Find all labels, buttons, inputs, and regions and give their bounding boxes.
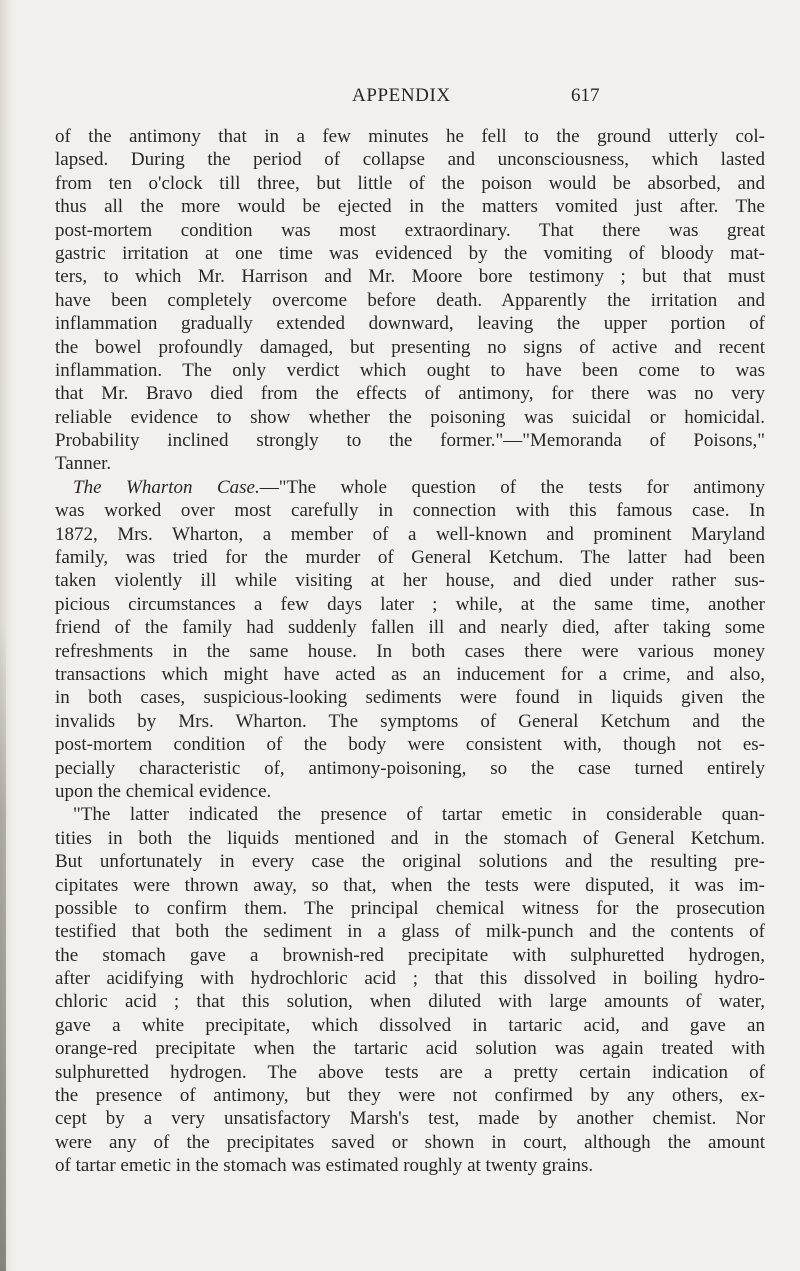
text-line: Tanner. — [55, 453, 112, 475]
text-line: transactions which might have acted as an inducement for a crime, and also, — [55, 663, 765, 685]
text-line: pecially characteristic of, antimony-poisoning, so the case turned entirely — [55, 757, 765, 779]
text-line: Probability inclined strongly to the former."—"Memoranda of Poisons," — [55, 430, 765, 452]
text-line: that Mr. Bravo died from the effects of antimony, for there was no very — [55, 383, 765, 405]
text-line: post-mortem condition of the body were consistent with, though not es- — [55, 734, 765, 756]
text-line: in both cases, suspicious-looking sediments were found in liquids given the — [55, 687, 765, 709]
text-line: post-mortem condition was most extraordinary. That there was great — [55, 219, 765, 241]
text-line: of tartar emetic in the stomach was estimated roughly at twenty grains. — [55, 1155, 594, 1177]
text-line: the stomach gave a brownish-red precipitate with sulphuretted hydrogen, — [55, 944, 765, 966]
text-line: 1872, Mrs. Wharton, a member of a well-known and prominent Maryland — [55, 523, 765, 545]
text-line: refreshments in the same house. In both cases there were various money — [55, 640, 765, 662]
text-line: family, was tried for the murder of General Ketchum. The latter had been — [55, 547, 765, 569]
text-line: the bowel profoundly damaged, but presenting no signs of active and recent — [55, 336, 765, 358]
text-line: orange-red precipitate when the tartaric acid solution was again treated with — [55, 1038, 765, 1060]
text-line: reliable evidence to show whether the poisoning was suicidal or homicidal. — [55, 406, 765, 428]
text-line: invalids by Mrs. Wharton. The symptoms of General Ketchum and the — [55, 710, 765, 732]
gutter-shadow — [0, 620, 6, 1271]
text-line: lapsed. During the period of collapse and unconsciousness, which lasted — [55, 149, 765, 171]
wharton-case-first-line — [55, 476, 765, 499]
text-line: "The latter indicated the presence of tartar emetic in considerable quan- — [73, 804, 765, 826]
text-line: of the antimony that in a few minutes he fell to the ground utterly col- — [55, 126, 765, 147]
text-line: sulphuretted hydrogen. The above tests are a pretty certain indication of — [55, 1061, 765, 1083]
text-line: from ten o'clock till three, but little of the poison would be absorbed, and — [55, 172, 765, 194]
text-line: ters, to which Mr. Harrison and Mr. Moore bore testimony ; but that must — [55, 266, 765, 288]
text-line: friend of the family had suddenly fallen ill and nearly died, after taking some — [55, 617, 765, 639]
text-line: was worked over most carefully in connection with this famous case. In — [55, 500, 765, 522]
text-line: the presence of antimony, but they were not confirmed by any others, ex- — [55, 1085, 765, 1107]
page-header — [0, 85, 800, 115]
body-text — [55, 125, 765, 1178]
text-line: cept by a very unsatisfactory Marsh's test, made by another chemist. Nor — [55, 1108, 765, 1130]
running-head: APPENDIX — [352, 85, 451, 106]
text-line: upon the chemical evidence. — [55, 780, 272, 802]
page-number: 617 — [571, 85, 600, 106]
text-line: tities in both the liquids mentioned and in the stomach of General Ketchum. — [55, 827, 765, 849]
text-line: cipitates were thrown away, so that, when the tests were disputed, it was im- — [55, 874, 765, 896]
text-line: chloric acid ; that this solution, when diluted with large amounts of water, — [55, 991, 765, 1013]
text-line: possible to confirm them. The principal chemical witness for the prosecution — [55, 897, 765, 919]
text-line: gastric irritation at one time was evidenced by the vomiting of bloody mat- — [55, 242, 765, 264]
text-line: picious circumstances a few days later ; while, at the same time, another — [55, 593, 765, 615]
text-line: gave a white precipitate, which dissolved in tartaric acid, and gave an — [55, 1014, 765, 1036]
text-line: have been completely overcome before death. Apparently the irritation and — [55, 289, 765, 311]
text-line: inflammation. The only verdict which ought to have been come to was — [55, 359, 765, 381]
text-line: after acidifying with hydrochloric acid ; that this dissolved in boiling hydro- — [55, 968, 765, 990]
wharton-case-heading: The Wharton Case. — [73, 476, 260, 498]
text-line: thus all the more would be ejected in the matters vomited just after. The — [55, 196, 765, 218]
wharton-case-first-line-text: —"The whole question of the tests for antimony — [259, 476, 765, 498]
text-line: inflammation gradually extended downward, leaving the upper portion of — [55, 313, 765, 335]
text-line: taken violently ill while visiting at her house, and died under rather sus- — [55, 570, 765, 592]
text-line: testified that both the sediment in a glass of milk-punch and the contents of — [55, 921, 765, 943]
text-line: But unfortunately in every case the original solutions and the resulting pre- — [55, 851, 765, 873]
text-line: were any of the precipitates saved or shown in court, although the amount — [55, 1131, 765, 1153]
